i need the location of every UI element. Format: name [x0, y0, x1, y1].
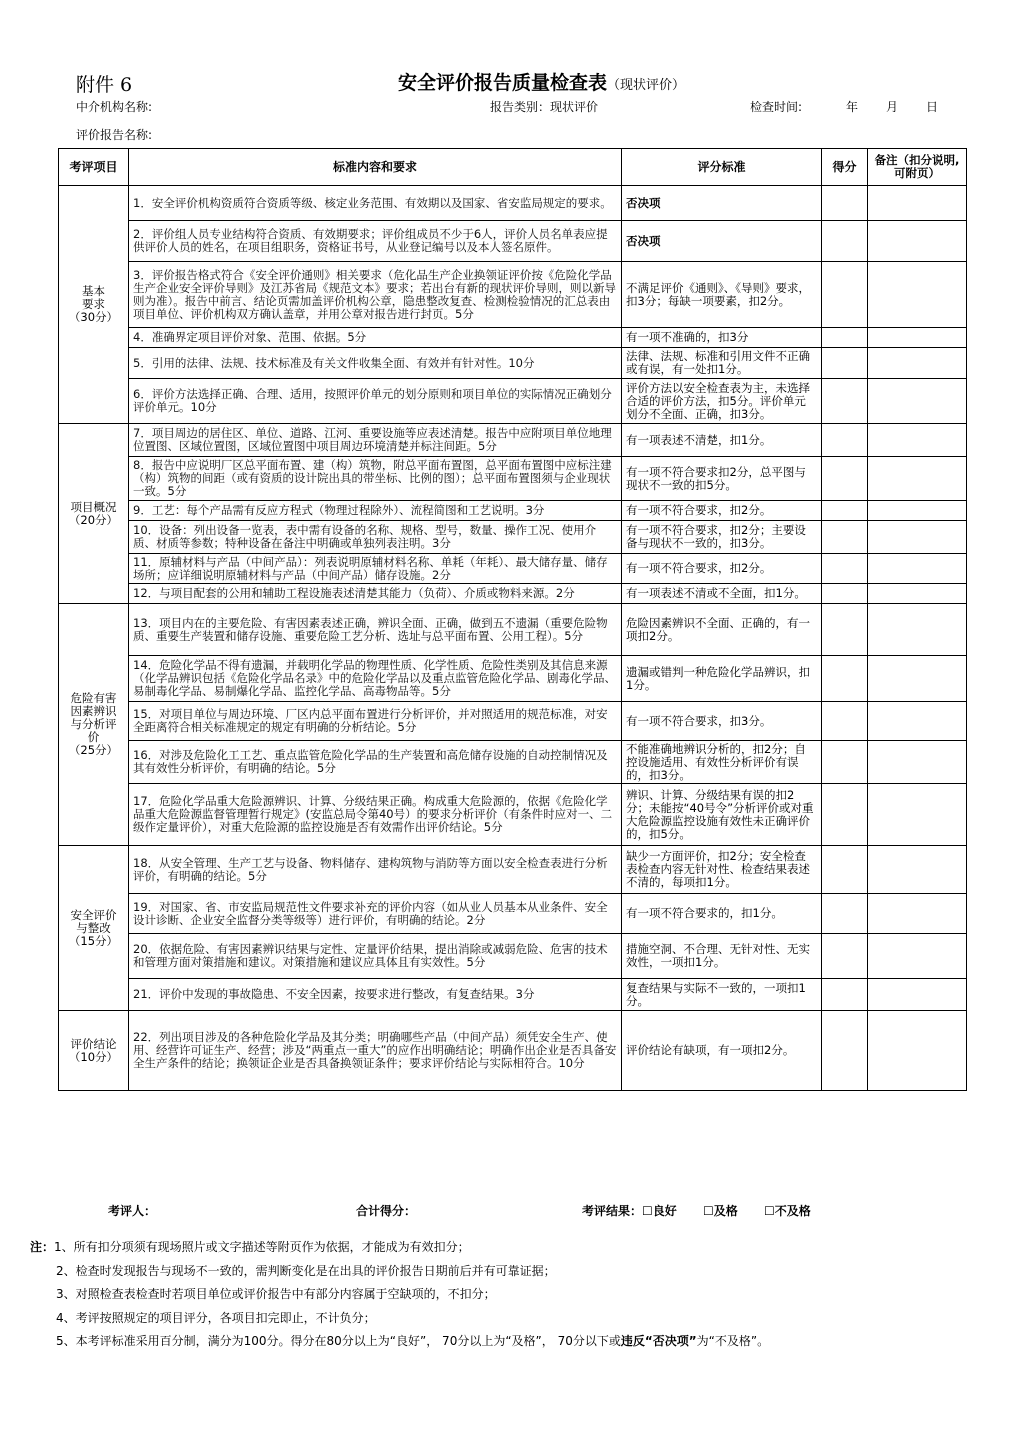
- category-line: 危险有害: [70, 691, 117, 705]
- table-row: [59, 894, 967, 934]
- result-group: [582, 1202, 811, 1219]
- checkbox-fail[interactable]: ☐: [763, 1204, 775, 1218]
- criteria-cell: 辨识、计算、分级结果有误的扣2分；未能按“40号令”分析评价或对重大危险源监控设施有效性未正确评价的，扣5分。: [622, 784, 822, 846]
- category-cell: [59, 1011, 129, 1091]
- notes-section: [30, 1236, 769, 1354]
- remarks-cell[interactable]: [868, 221, 967, 262]
- criteria-cell: 否决项: [622, 186, 822, 221]
- category-line: （30分）: [68, 310, 119, 324]
- table-row: [59, 262, 967, 328]
- score-cell[interactable]: [822, 584, 868, 604]
- remarks-cell[interactable]: [868, 604, 967, 656]
- criteria-cell: 有一项不符合要求扣2分，总平图与现状不一致的扣5分。: [622, 457, 822, 501]
- score-cell[interactable]: [822, 262, 868, 328]
- remarks-cell[interactable]: [868, 784, 967, 846]
- table-row: [59, 656, 967, 702]
- criteria-cell: 不满足评价《通则》、《导则》要求，扣3分；每缺一项要素，扣2分。: [622, 262, 822, 328]
- option-pass-label: 及格: [713, 1204, 738, 1218]
- score-cell[interactable]: [822, 328, 868, 348]
- category-line: 因素辨识: [70, 704, 117, 718]
- table-row: [59, 741, 967, 784]
- category-line: 评价结论: [70, 1036, 117, 1051]
- category-line: （25分）: [68, 743, 119, 757]
- note-item-5: 5、本考评标准采用百分制，满分为100分。得分在80分以上为“良好”， 70分以上为“及格”， 70分以下或违反“否决项”为“不及格”。: [56, 1334, 770, 1348]
- score-cell[interactable]: [822, 979, 868, 1011]
- category-line: 与整改: [76, 920, 111, 935]
- criteria-cell: 有一项不符合要求，扣2分；主要设备与现状不一致的，扣3分。: [622, 521, 822, 554]
- remarks-cell[interactable]: [868, 186, 967, 221]
- remarks-cell[interactable]: [868, 262, 967, 328]
- remarks-cell[interactable]: [868, 501, 967, 521]
- category-cell: [59, 604, 129, 846]
- category-line: 安全评价: [70, 907, 117, 922]
- score-cell[interactable]: [822, 784, 868, 846]
- score-cell[interactable]: [822, 702, 868, 741]
- score-cell[interactable]: [822, 457, 868, 501]
- table-row: [59, 348, 967, 379]
- remarks-cell[interactable]: [868, 521, 967, 554]
- report-name-label: 评价报告名称:: [76, 128, 153, 142]
- note-item-3: 3、对照检查表检查时若项目单位或评价报告中有部分内容属于空缺项的，不扣分；: [56, 1287, 496, 1301]
- table-row: [59, 702, 967, 741]
- score-cell[interactable]: [822, 221, 868, 262]
- requirement-cell: 16．对涉及危险化工工艺、重点监管危险化学品的生产装置和高危储存设施的自动控制情况及其有效性分析评价，有明确的结论。5分: [129, 741, 622, 784]
- table-row: [59, 221, 967, 262]
- table-row: [59, 521, 967, 554]
- requirement-cell: 2．评价组人员专业结构符合资质、有效期要求；评价组成员不少于6人，评价人员名单表应提供评价人员的姓名，在项目组职务，资格证书号，从业登记编号以及本人签名原件。: [129, 221, 622, 262]
- table-header-row: [59, 149, 967, 186]
- category-line: 基本: [82, 284, 105, 298]
- remarks-cell[interactable]: [868, 741, 967, 784]
- category-line: 项目概况: [70, 499, 117, 514]
- requirement-cell: 9．工艺：每个产品需有反应方程式（物理过程除外）、流程简图和工艺说明。3分: [129, 501, 622, 521]
- category-cell: [59, 846, 129, 1011]
- remarks-cell[interactable]: [868, 328, 967, 348]
- criteria-cell: 否决项: [622, 221, 822, 262]
- table-row: [59, 1011, 967, 1091]
- table-row: [59, 501, 967, 521]
- criteria-cell: 法律、法规、标准和引用文件不正确或有误，有一处扣1分。: [622, 348, 822, 379]
- remarks-cell[interactable]: [868, 894, 967, 934]
- table-row: [59, 934, 967, 979]
- remarks-cell[interactable]: [868, 457, 967, 501]
- score-cell[interactable]: [822, 934, 868, 979]
- option-good-label: 良好: [652, 1204, 677, 1218]
- remarks-cell[interactable]: [868, 584, 967, 604]
- table-row: [59, 554, 967, 584]
- requirement-cell: 11．原辅材料与产品（中间产品）：列表说明原辅材料名称、单耗（年耗）、最大储存量、储存场所；应详细说明原辅材料与产品（中间产品）储存设施。2分: [129, 554, 622, 584]
- requirement-cell: 12．与项目配套的公用和辅助工程设施表述清楚其能力（负荷）、介质或物料来源。2分: [129, 584, 622, 604]
- category-line: 要求: [82, 297, 105, 311]
- score-cell[interactable]: [822, 424, 868, 457]
- checkbox-good[interactable]: ☐: [642, 1204, 653, 1218]
- table-row: [59, 846, 967, 894]
- requirement-cell: 18．从安全管理、生产工艺与设备、物料储存、建构筑物与消防等方面以安全检查表进行分析评价，有明确的结论。5分: [129, 846, 622, 894]
- requirement-cell: 6．评价方法选择正确、合理、适用，按照评价单元的划分原则和项目单位的实际情况正确划分评价单元。10分: [129, 379, 622, 424]
- remarks-cell[interactable]: [868, 424, 967, 457]
- score-cell[interactable]: [822, 741, 868, 784]
- assessor-label: 考评人：: [108, 1204, 157, 1218]
- checkbox-pass[interactable]: ☐: [702, 1204, 714, 1218]
- col-header-criteria: 评分标准: [622, 149, 822, 186]
- col-header-requirements: 标准内容和要求: [129, 149, 622, 186]
- remarks-cell[interactable]: [868, 979, 967, 1011]
- score-cell[interactable]: [822, 379, 868, 424]
- note-item-4: 4、考评按照规定的项目评分，各项目扣完即止，不计负分；: [56, 1310, 376, 1325]
- requirement-cell: 20．依据危险、有害因素辨识结果与定性、定量评价结果，提出消除或减弱危险、危害的技术和管理方面对策措施和建议。对策措施和建议应具体且有实效性。5分: [129, 934, 622, 979]
- requirement-cell: 14．危险化学品不得有遗漏，并载明化学品的物理性质、化学性质、危险性类别及其信息来源（化学品辨识包括《危险化学品名录》中的危险化学品以及重点监管危险化学品、剧毒化学品、易制毒化学品、易制爆化学品、监控化学品、高毒物品等。5分: [129, 656, 622, 702]
- category-cell: [59, 424, 129, 604]
- report-type: 报告类别：现状评价: [490, 100, 599, 114]
- requirement-cell: 22．列出项目涉及的各种危险化学品及其分类；明确哪些产品（中间产品）须凭安全生产、使用、经营许可证生产、经营；涉及“两重点一重大”的应作出明确结论；明确作出企业是否具备安全生产条件的结论；换领证企业是否具备换领证条件；要求评价结论与实际相符合。10分: [129, 1011, 622, 1091]
- category-line: 与分析评: [70, 717, 117, 731]
- option-fail-label: 不及格: [774, 1204, 811, 1218]
- criteria-cell: 评价结论有缺项，有一项扣2分。: [622, 1011, 822, 1091]
- requirement-cell: 19．对国家、省、市安监局规范性文件要求补充的评价内容（如从业人员基本从业条件、安全设计诊断、企业安全监督分类等级等）进行评价，有明确的结论。2分: [129, 894, 622, 934]
- requirement-cell: 5．引用的法律、法规、技术标准及有关文件收集全面、有效并有针对性。10分: [129, 348, 622, 379]
- remarks-cell[interactable]: [868, 846, 967, 894]
- score-cell[interactable]: [822, 656, 868, 702]
- criteria-cell: 有一项不符合要求，扣2分。: [622, 554, 822, 584]
- table-row: [59, 424, 967, 457]
- requirement-cell: 1．安全评价机构资质符合资质等级、核定业务范围、有效期以及国家、省安监局规定的要求。: [129, 186, 622, 221]
- category-cell: [59, 186, 129, 424]
- category-line: （15分）: [68, 933, 119, 948]
- table-row: [59, 584, 967, 604]
- score-cell[interactable]: [822, 1011, 868, 1091]
- page-title: [398, 68, 685, 95]
- remarks-cell[interactable]: [868, 379, 967, 424]
- day-label: 日: [926, 100, 939, 114]
- check-time-label: 检查时间:: [750, 100, 803, 114]
- remarks-cell[interactable]: [868, 348, 967, 379]
- score-cell[interactable]: [822, 604, 868, 656]
- criteria-cell: 有一项不符合要求，扣2分。: [622, 501, 822, 521]
- attachment-number: 附件 6: [76, 74, 133, 96]
- total-score-label: 合计得分：: [356, 1204, 417, 1218]
- category-line: 价: [87, 730, 100, 744]
- note-item-2: 2、检查时发现报告与现场不一致的，需判断变化是在出具的评价报告日期前后并有可靠证据；: [56, 1263, 556, 1278]
- criteria-cell: 不能准确地辨识分析的，扣2分；自控设施适用、有效性分析评价有误的，扣3分。: [622, 741, 822, 784]
- requirement-cell: 8．报告中应说明厂区总平面布置、建（构）筑物，附总平面布置图，总平面布置图中应标注建（构）筑物的间距（或有资质的设计院出具的带坐标、比例的图）；总平面布置图须与企业现状一致。5分: [129, 457, 622, 501]
- remarks-cell[interactable]: [868, 656, 967, 702]
- score-cell[interactable]: [822, 554, 868, 584]
- notes-lead: 注：: [30, 1240, 55, 1254]
- month-label: 月: [886, 100, 899, 114]
- score-cell[interactable]: [822, 501, 868, 521]
- remarks-cell[interactable]: [868, 702, 967, 741]
- criteria-cell: 复查结果与实际不一致的，一项扣1分。: [622, 979, 822, 1011]
- table-row: [59, 457, 967, 501]
- note-veto-emphasis: 违反“否决项”: [620, 1334, 697, 1348]
- criteria-cell: 有一项表述不清楚，扣1分。: [622, 424, 822, 457]
- score-cell[interactable]: [822, 521, 868, 554]
- table-row: [59, 784, 967, 846]
- table-row: [59, 379, 967, 424]
- criteria-cell: 缺少一方面评价，扣2分；安全检查表检查内容无针对性、检查结果表述不清的，每项扣1分。: [622, 846, 822, 894]
- criteria-cell: 有一项不准确的，扣3分: [622, 328, 822, 348]
- agency-label: 中介机构名称:: [76, 100, 153, 114]
- title-main: 安全评价报告质量检查表: [398, 72, 608, 94]
- score-cell[interactable]: [822, 894, 868, 934]
- col-header-category: 考评项目: [59, 149, 129, 186]
- criteria-cell: 有一项不符合要求，扣3分。: [622, 702, 822, 741]
- remarks-cell[interactable]: [868, 1011, 967, 1091]
- requirement-cell: 3．评价报告格式符合《安全评价通则》相关要求（危化品生产企业换领证评价按《危险化学品生产企业安全评价导则》及江苏省局《规范文本》要求；若出台有新的现状评价导则，则以新导则为准）。报告中前言、结论页需加盖评价机构公章，隐患整改复查、检测检验情况的汇总表由项目单位、评价机构双方确认盖章，并用公章对报告进行封页。5分: [129, 262, 622, 328]
- score-cell[interactable]: [822, 186, 868, 221]
- table-row: [59, 979, 967, 1011]
- requirement-cell: 13．项目内在的主要危险、有害因素表述正确，辨识全面、正确，做到五不遗漏（重要危险物质、重要生产装置和储存设施、重要危险工艺分析、选址与总平面布置、公用工程）。5分: [129, 604, 622, 656]
- criteria-cell: 评价方法以安全检查表为主，未选择合适的评价方法，扣5分。评价单元划分不全面、正确，扣3分。: [622, 379, 822, 424]
- criteria-cell: 有一项不符合要求的，扣1分。: [622, 894, 822, 934]
- requirement-cell: 7．项目周边的居住区、单位、道路、江河、重要设施等应表述清楚。报告中应附项目单位地理位置图、区域位置图，区域位置图中项目周边环境清楚并标注间距。5分: [129, 424, 622, 457]
- table-row: [59, 186, 967, 221]
- criteria-cell: 措施空洞、不合理、无针对性、无实效性，一项扣1分。: [622, 934, 822, 979]
- requirement-cell: 15．对项目单位与周边环境、厂区内总平面布置进行分析评价，并对照适用的规范标准，对安全距离符合相关标准规定的规定有明确的分析结论。5分: [129, 702, 622, 741]
- score-cell[interactable]: [822, 846, 868, 894]
- year-label: 年: [846, 100, 859, 114]
- table-row: [59, 328, 967, 348]
- remarks-cell[interactable]: [868, 554, 967, 584]
- quality-check-table: [58, 148, 967, 1091]
- col-header-remarks: 备注（扣分说明,可附页）: [868, 149, 967, 186]
- category-line: （10分）: [68, 1049, 119, 1064]
- result-label: 考评结果：: [582, 1204, 643, 1218]
- category-line: （20分）: [68, 512, 119, 527]
- criteria-cell: 危险因素辨识不全面、正确的，有一项扣2分。: [622, 604, 822, 656]
- col-header-score: 得分: [822, 149, 868, 186]
- remarks-cell[interactable]: [868, 934, 967, 979]
- requirement-cell: 4．准确界定项目评价对象、范围、依据。5分: [129, 328, 622, 348]
- requirement-cell: 17．危险化学品重大危险源辨识、计算、分级结果正确。构成重大危险源的，依据《危险化学品重大危险源监督管理暂行规定》(安监总局令第40号）的要求分析评价（有条件时应对一、二级作定量评价），对重大危险源的监控设施是否有效需作出评价结论。5分: [129, 784, 622, 846]
- score-cell[interactable]: [822, 348, 868, 379]
- table-row: [59, 604, 967, 656]
- requirement-cell: 21．评价中发现的事故隐患、不安全因素，按要求进行整改，有复查结果。3分: [129, 979, 622, 1011]
- criteria-cell: 有一项表述不清或不全面，扣1分。: [622, 584, 822, 604]
- requirement-cell: 10．设备：列出设备一览表，表中需有设备的名称、规格、型号，数量、操作工况、使用介质、材质等参数；特种设备在备注中明确或单独列表注明。3分: [129, 521, 622, 554]
- title-subtitle: （现状评价）: [607, 78, 686, 93]
- criteria-cell: 遗漏或错判一种危险化学品辨识，扣1分。: [622, 656, 822, 702]
- note-item-1: 注：1、所有扣分项须有现场照片或文字描述等附页作为依据，才能成为有效扣分；: [30, 1240, 470, 1254]
